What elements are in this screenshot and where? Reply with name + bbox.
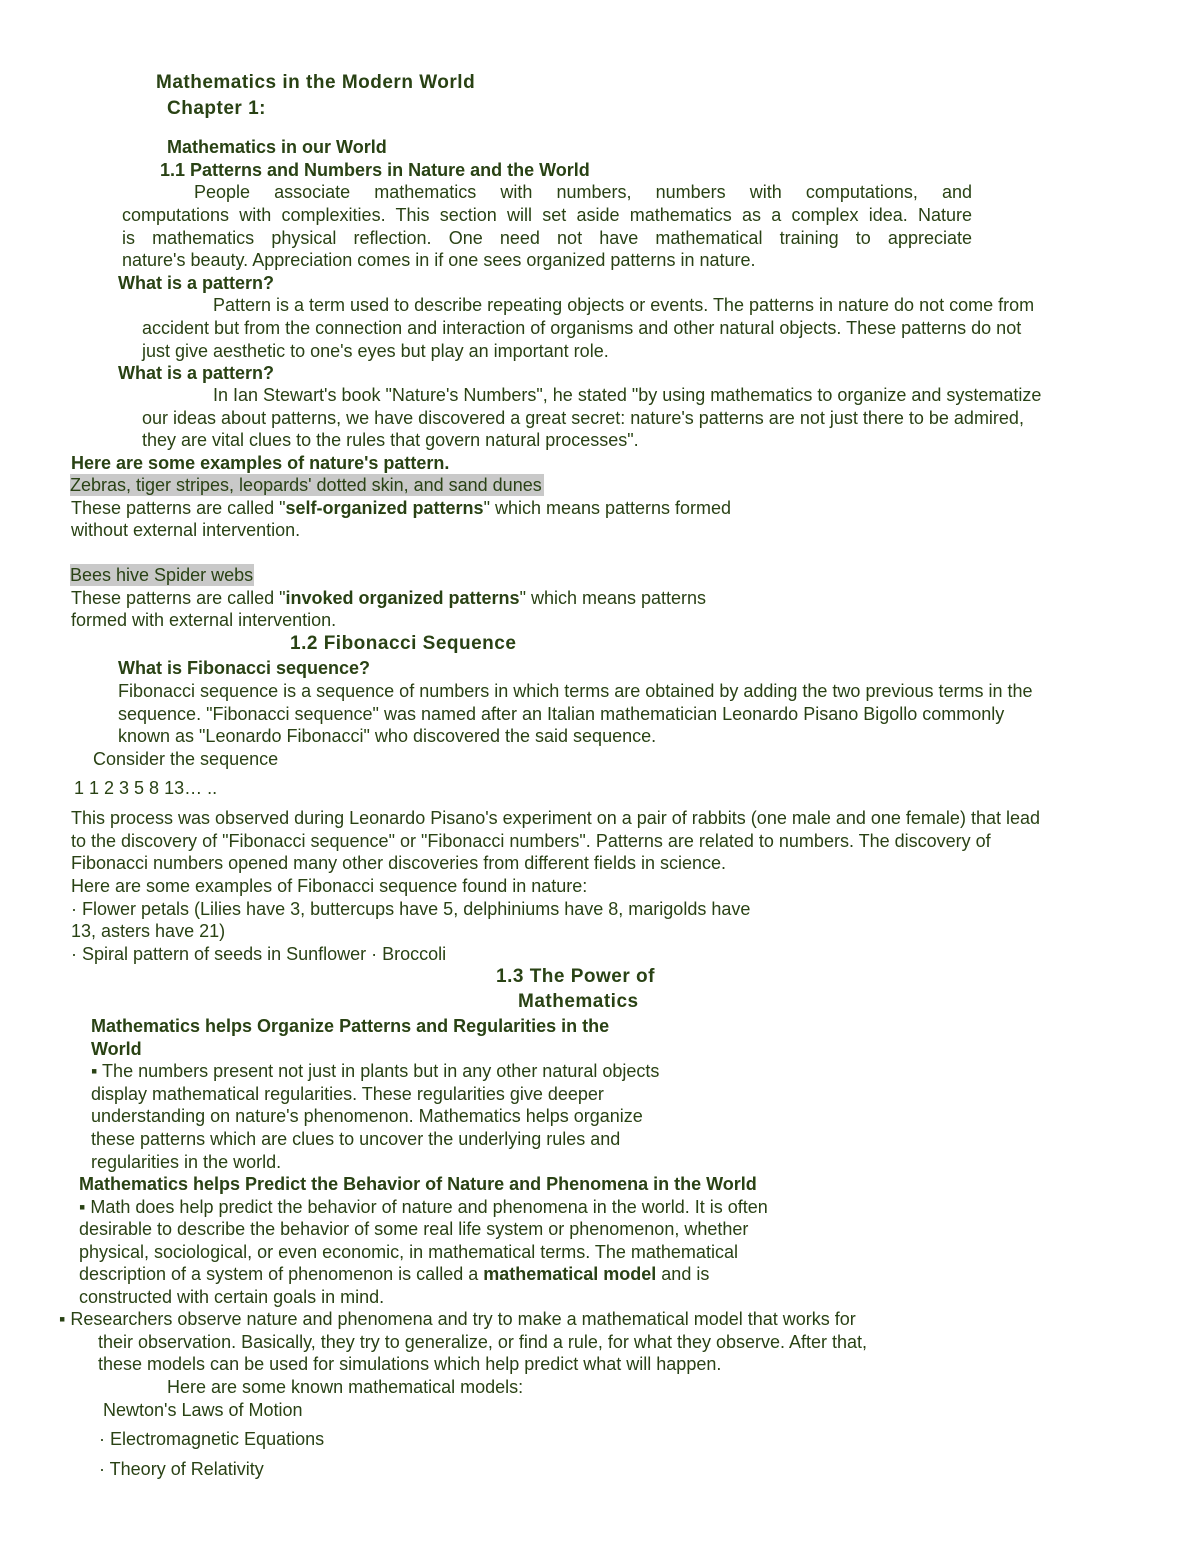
- key-term: self-organized patterns: [285, 498, 484, 518]
- fibonacci-example: 13, asters have 21): [71, 921, 226, 941]
- researchers-line: these models can be used for simulations which help predict what will happen.: [98, 1354, 722, 1374]
- examples-heading: Here are some examples of nature's pattern.: [71, 453, 450, 473]
- invoked-organized-sentence: [71, 587, 706, 609]
- highlighted-examples: Bees hive Spider webs: [70, 565, 254, 585]
- chapter-label: Chapter 1:: [167, 98, 266, 119]
- intro-line: computations with complexities. This section will set aside mathematics as a complex idea. Nature: [122, 205, 972, 225]
- model-item: · Electromagnetic Equations: [99, 1429, 325, 1449]
- question-pattern: What is a pattern?: [118, 273, 275, 293]
- highlighted-examples: Zebras, tiger stripes, leopards' dotted skin, and sand dunes: [70, 475, 542, 495]
- stewart-quote-line: our ideas about patterns, we have discovered a great secret: nature's patterns are not just there to be admired,: [142, 408, 1024, 428]
- section-1-3-heading: Mathematics: [518, 991, 639, 1012]
- sentence-text: " which means patterns formed: [483, 498, 732, 518]
- sentence-text: These patterns are called ": [71, 498, 286, 518]
- organize-text-line: display mathematical regularities. These regularities give deeper: [91, 1084, 604, 1104]
- predict-text-line: [79, 1263, 709, 1285]
- chapter-title: Mathematics in our World: [167, 137, 387, 157]
- subheading-predict: Mathematics helps Predict the Behavior of Nature and Phenomena in the World: [79, 1174, 757, 1194]
- consider-sequence: Consider the sequence: [93, 749, 279, 769]
- predict-text-line: ▪ Math does help predict the behavior of nature and phenomena in the world. It is often: [79, 1197, 768, 1217]
- predict-text-line: constructed with certain goals in mind.: [79, 1287, 385, 1307]
- fibonacci-definition-line: known as "Leonardo Fibonacci" who discovered the said sequence.: [118, 726, 657, 746]
- fibonacci-example: · Spiral pattern of seeds in Sunflower · Broccoli: [71, 944, 447, 964]
- subheading-organize: Mathematics helps Organize Patterns and Regularities in the: [91, 1016, 610, 1036]
- fibonacci-question: What is Fibonacci sequence?: [118, 658, 371, 678]
- organize-text-line: regularities in the world.: [91, 1152, 282, 1172]
- process-line: to the discovery of "Fibonacci sequence" or "Fibonacci numbers". Patterns are related to numbers. The discovery of: [71, 831, 991, 851]
- sentence-text: " which means patterns: [519, 588, 707, 608]
- pattern-paragraph-line: accident but from the connection and interaction of organisms and other natural objects. These patterns do not: [142, 318, 1022, 338]
- key-term: mathematical model: [483, 1264, 657, 1284]
- stewart-quote-line: they are vital clues to the rules that govern natural processes".: [142, 430, 639, 450]
- stewart-quote-line: In Ian Stewart's book "Nature's Numbers", he stated "by using mathematics to organize and systematize: [213, 385, 1042, 405]
- question-pattern: What is a pattern?: [118, 363, 275, 383]
- sentence-text: description of a system of phenomenon is called a: [79, 1264, 484, 1284]
- researchers-line: ▪ Researchers observe nature and phenomena and try to make a mathematical model that works for: [59, 1309, 856, 1329]
- document-title: Mathematics in the Modern World: [156, 72, 476, 93]
- sentence-continuation: formed with external intervention.: [71, 610, 337, 630]
- section-1-3-heading: 1.3 The Power of: [496, 966, 655, 987]
- fibonacci-definition-line: Fibonacci sequence is a sequence of numbers in which terms are obtained by adding the two previous terms in the: [118, 681, 1033, 701]
- examples-intro: Here are some examples of Fibonacci sequence found in nature:: [71, 876, 588, 896]
- organize-text-line: understanding on nature's phenomenon. Mathematics helps organize: [91, 1106, 643, 1126]
- sentence-text: These patterns are called ": [71, 588, 286, 608]
- models-intro: Here are some known mathematical models:: [167, 1377, 524, 1397]
- key-term: invoked organized patterns: [285, 588, 520, 608]
- process-line: Fibonacci numbers opened many other discoveries from different fields in science.: [71, 853, 726, 873]
- sentence-text: and is: [656, 1264, 710, 1284]
- researchers-line: their observation. Basically, they try to generalize, or find a rule, for what they observe. After that,: [98, 1332, 868, 1352]
- fibonacci-sequence: 1 1 2 3 5 8 13… ..: [74, 778, 218, 798]
- sentence-continuation: without external intervention.: [71, 520, 301, 540]
- model-item: Newton's Laws of Motion: [103, 1400, 303, 1420]
- predict-text-line: desirable to describe the behavior of some real life system or phenomenon, whether: [79, 1219, 749, 1239]
- model-item: · Theory of Relativity: [99, 1459, 264, 1479]
- self-organized-sentence: [71, 497, 731, 519]
- intro-line: is mathematics physical reflection. One need not have mathematical training to appreciate: [122, 228, 972, 248]
- organize-text-line: these patterns which are clues to uncover the underlying rules and: [91, 1129, 621, 1149]
- intro-line: People associate mathematics with numbers, numbers with computations, and: [194, 182, 972, 202]
- process-line: This process was observed during Leonardo Pisano's experiment on a pair of rabbits (one male and one female) that lead: [71, 808, 1040, 828]
- fibonacci-definition-line: sequence. "Fibonacci sequence" was named after an Italian mathematician Leonardo Pisano Bigollo commonly: [118, 704, 1005, 724]
- fibonacci-example: · Flower petals (Lilies have 3, buttercups have 5, delphiniums have 8, marigolds have: [71, 899, 751, 919]
- section-1-1-heading: 1.1 Patterns and Numbers in Nature and the World: [160, 160, 590, 180]
- subheading-organize: World: [91, 1039, 142, 1059]
- pattern-paragraph-line: Pattern is a term used to describe repeating objects or events. The patterns in nature do not come from: [213, 295, 1035, 315]
- intro-line: nature's beauty. Appreciation comes in if one sees organized patterns in nature.: [122, 250, 756, 270]
- section-1-2-heading: 1.2 Fibonacci Sequence: [290, 633, 517, 654]
- pattern-paragraph-line: just give aesthetic to one's eyes but play an important role.: [142, 341, 609, 361]
- predict-text-line: physical, sociological, or even economic, in mathematical terms. The mathematical: [79, 1242, 738, 1262]
- organize-text-line: ▪ The numbers present not just in plants but in any other natural objects: [91, 1061, 660, 1081]
